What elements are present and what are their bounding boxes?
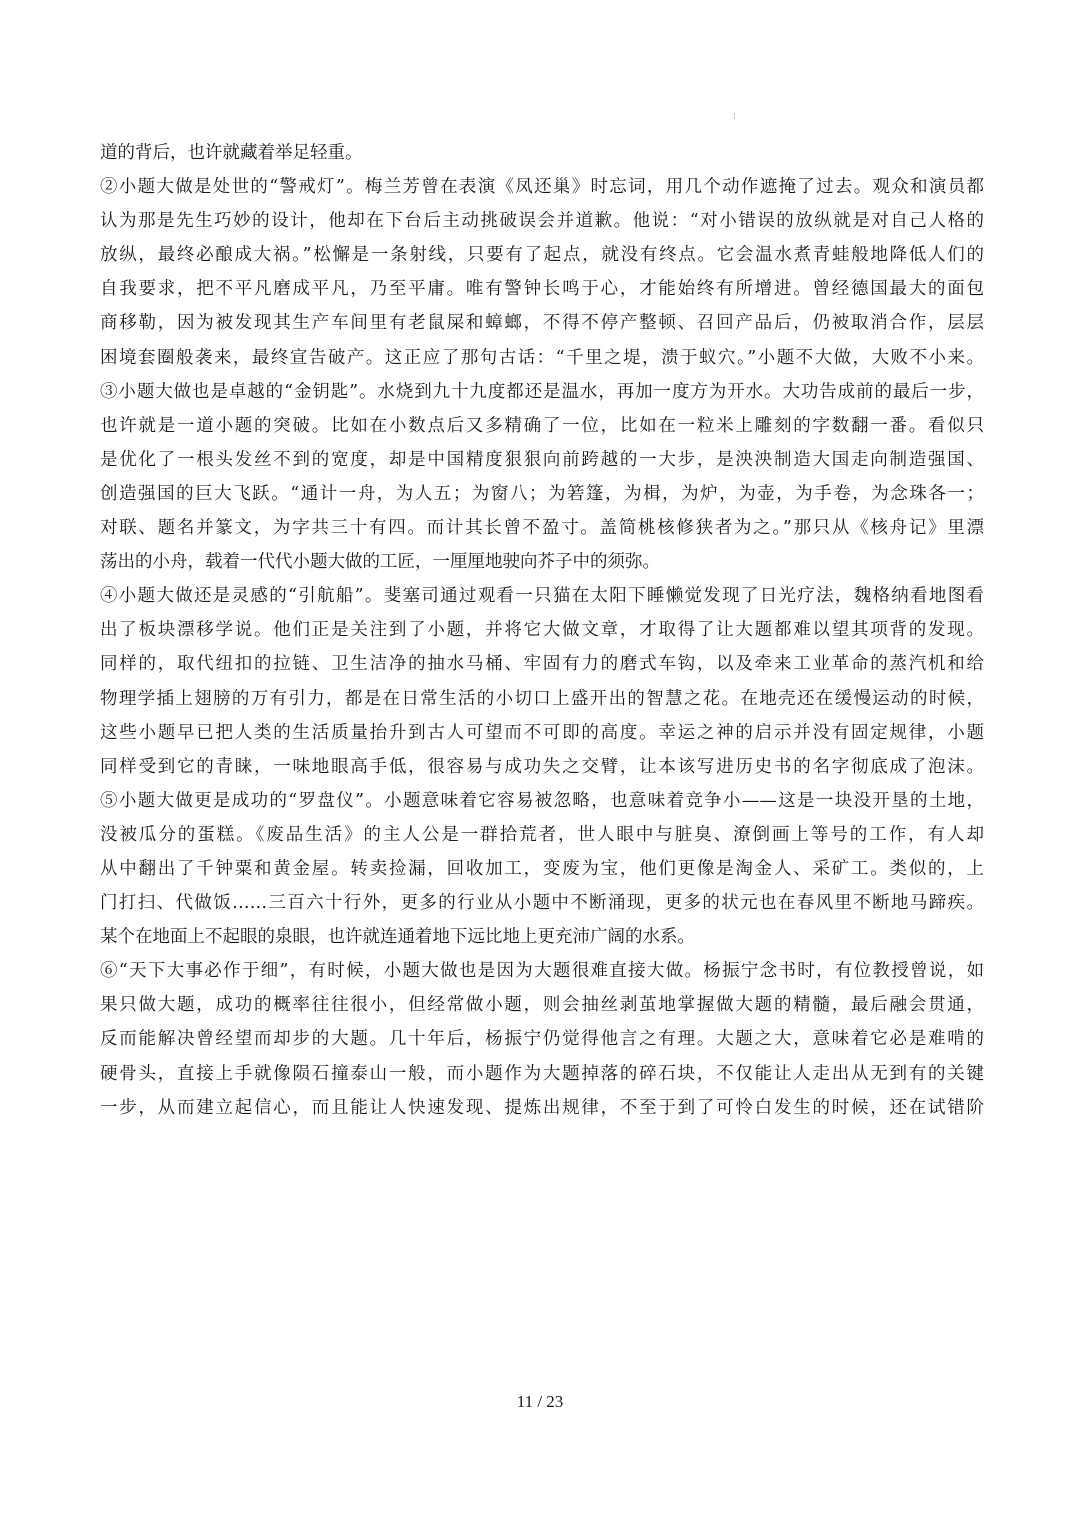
text-line: 物理学插上翅膀的万有引力，都是在日常生活的小切口上盛开出的智慧之花。在地壳还在缓慢运动的时候， (100, 688, 984, 709)
text-line: 对联、题名并篆文，为字共三十有四。而计其长曾不盈寸。盖简桃核修狭者为之。”那只从《核舟记》里漂 (100, 518, 984, 539)
scan-speck (734, 113, 735, 119)
text-line: 门打扫、代做饭……三百六十行外，更多的行业从小题中不断涌现，更多的状元也在春风里不断地马蹄疾。 (100, 893, 984, 914)
text-line: 道的背后，也许就藏着举足轻重。 (100, 143, 363, 163)
text-line: 放纵，最终必酿成大祸。”松懈是一条射线，只要有了起点，就没有终点。它会温水煮青蛙般地降低人们的 (100, 245, 984, 266)
page-number: 11 / 23 (516, 1392, 564, 1411)
text-line: 同样受到它的青睐，一味地眼高手低，很容易与成功失之交臂，让本该写进历史书的名字彻底成了泡沫。 (100, 756, 984, 777)
text-line: 某个在地面上不起眼的泉眼，也许就连通着地下远比地上更充沛广阔的水系。 (100, 927, 695, 948)
text-line: 自我要求，把不平凡磨成平凡，乃至平庸。唯有警钟长鸣于心，才能始终有所增进。曾经德国最大的面包 (100, 279, 984, 300)
text-line: 也许就是一道小题的突破。比如在小数点后又多精确了一位，比如在一粒米上雕刻的字数翻一番。看似只 (100, 415, 984, 436)
text-line: 荡出的小舟，载着一代代小题大做的工匠，一厘厘地驶向芥子中的须弥。 (100, 552, 660, 573)
text-line: 反而能解决曾经望而却步的大题。几十年后，杨振宁仍觉得他言之有理。大题之大，意味着它必是难啃的 (100, 1029, 984, 1050)
text-line: 是优化了一根头发丝不到的宽度，却是中国精度狠狠向前跨越的一大步，是泱泱制造大国走向制造强国、 (100, 449, 984, 470)
text-line: 困境套圈般袭来，最终宣告破产。这正应了那句古话：“千里之堤，溃于蚁穴。”小题不大做，大败不小来。 (100, 347, 984, 368)
text-line: 同样的，取代纽扣的拉链、卫生洁净的抽水马桶、牢固有力的磨式车钩，以及牵来工业革命的蒸汽机和给 (100, 654, 984, 675)
essay-body (100, 136, 984, 1125)
text-line: 创造强国的巨大飞跃。“通计一舟，为人五；为窗八；为箬篷，为楫，为炉，为壶，为手卷，为念珠各一； (100, 483, 984, 504)
text-line: 一步，从而建立起信心，而且能让人快速发现、提炼出规律，不至于到了可怜白发生的时候，还在试错阶 (100, 1097, 984, 1118)
text-line: ⑤小题大做更是成功的“罗盘仪”。小题意味着它容易被忽略，也意味着竞争小——这是一块没开垦的土地， (100, 790, 984, 811)
text-line: 出了板块漂移学说。他们正是关注到了小题，并将它大做文章，才取得了让大题都难以望其项背的发现。 (100, 620, 984, 641)
text-line: 没被瓜分的蛋糕。《废品生活》的主人公是一群拾荒者，世人眼中与脏臭、潦倒画上等号的工作，有人却 (100, 824, 984, 845)
text-line: ②小题大做是处世的“警戒灯”。梅兰芳曾在表演《凤还巢》时忘词，用几个动作遮掩了过去。观众和演员都 (100, 177, 984, 198)
text-line: 果只做大题，成功的概率往往很小，但经常做小题，则会抽丝剥茧地掌握做大题的精髓，最后融会贯通， (100, 995, 984, 1016)
text-line: 认为那是先生巧妙的设计，他却在下台后主动挑破误会并道歉。他说：“对小错误的放纵就是对自己人格的 (100, 211, 984, 232)
text-line: 硬骨头，直接上手就像陨石撞泰山一般，而小题作为大题掉落的碎石块，不仅能让人走出从无到有的关键 (100, 1063, 984, 1084)
text-line: 这些小题早已把人类的生活质量抬升到古人可望而不可即的高度。幸运之神的启示并没有固定规律，小题 (100, 722, 984, 743)
text-line: ④小题大做还是灵感的“引航船”。斐塞司通过观看一只猫在太阳下睡懒觉发现了日光疗法，魏格纳看地图看 (100, 586, 984, 607)
text-line: ③小题大做也是卓越的“金钥匙”。水烧到九十九度都还是温水，再加一度方为开水。大功告成前的最后一步， (100, 381, 984, 402)
text-line: ⑥“天下大事必作于细”，有时候，小题大做也是因为大题很难直接大做。杨振宁念书时，有位教授曾说，如 (100, 961, 984, 982)
text-line: 从中翻出了千钟粟和黄金屋。转卖捡漏，回收加工，变废为宝，他们更像是淘金人、采矿工。类似的，上 (100, 858, 984, 879)
text-line: 商移勒，因为被发现其生产车间里有老鼠屎和蟑螂，不得不停产整顿、召回产品后，仍被取消合作，层层 (100, 313, 984, 334)
